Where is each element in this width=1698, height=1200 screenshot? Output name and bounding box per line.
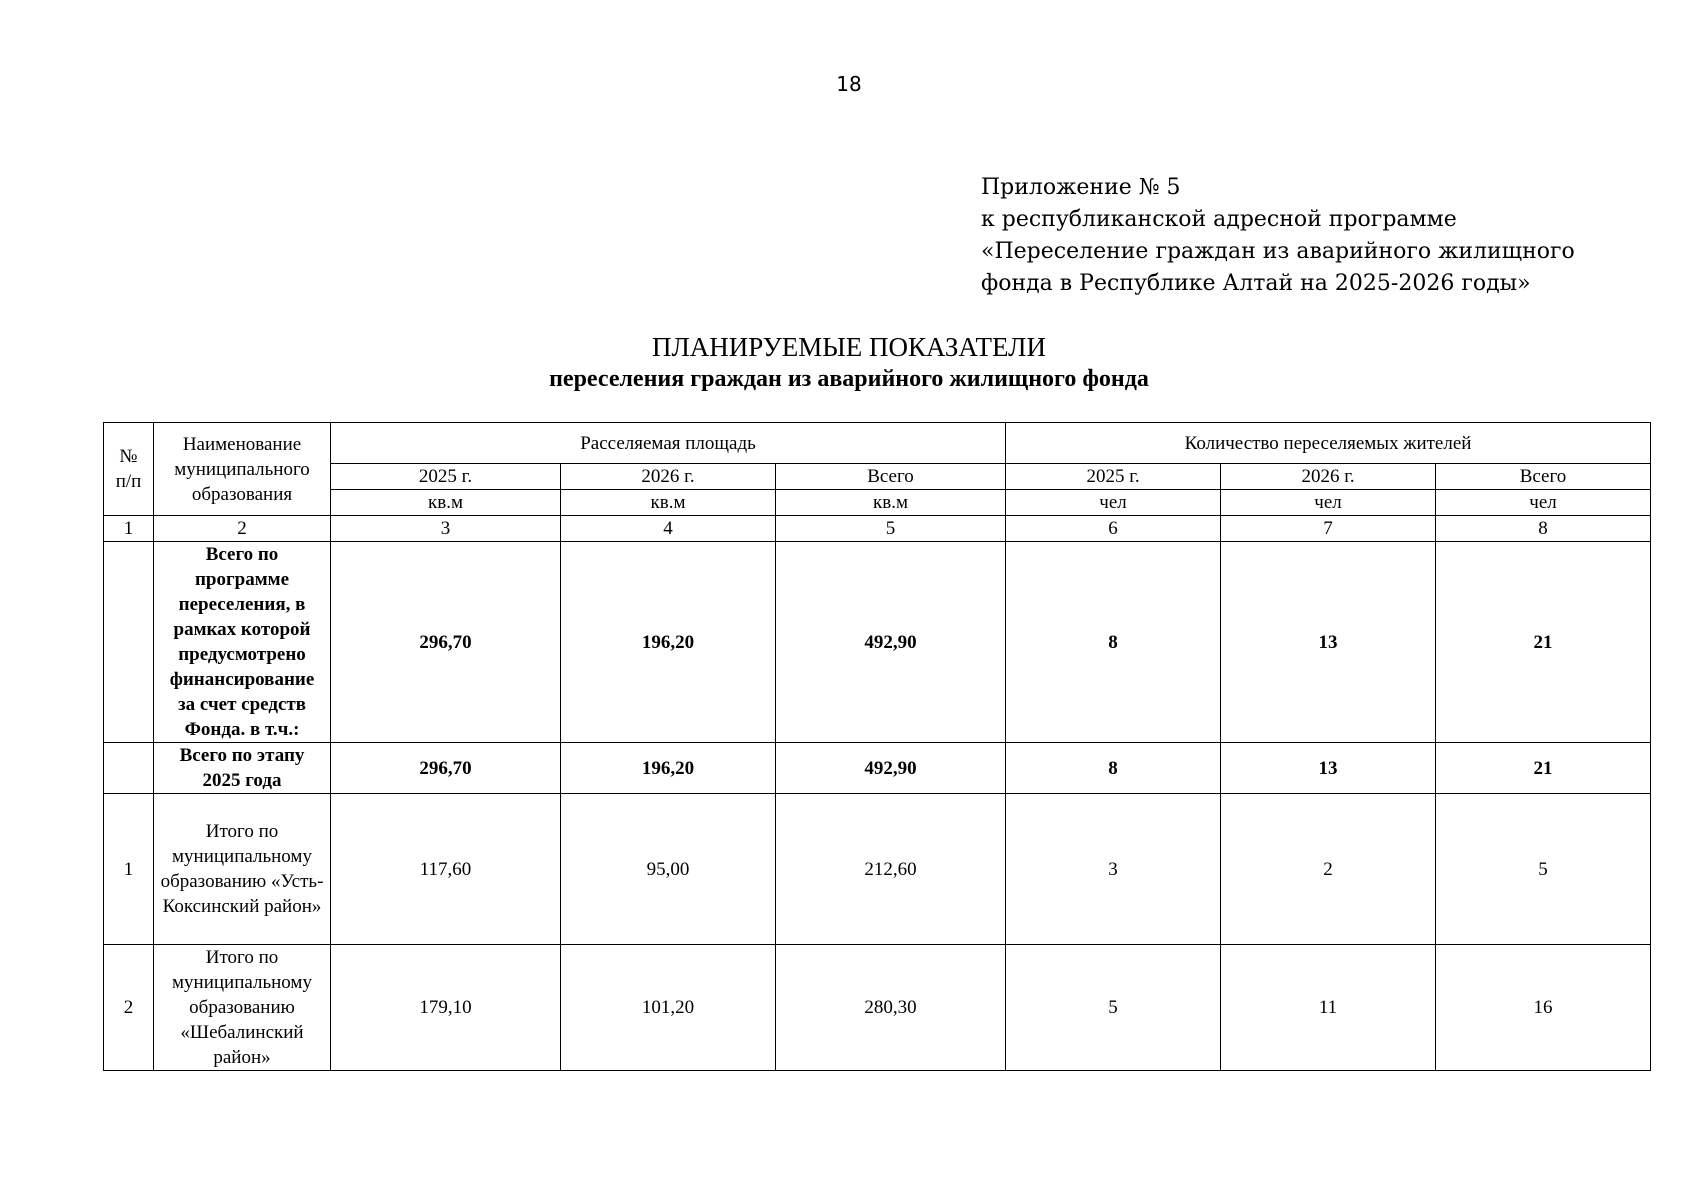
header-residents-group: Количество переселяемых жителей — [1006, 423, 1651, 464]
row-residents-total: 21 — [1436, 743, 1651, 794]
row-residents-2025: 8 — [1006, 743, 1221, 794]
row-residents-total: 16 — [1436, 945, 1651, 1071]
row-residents-2025: 5 — [1006, 945, 1221, 1071]
page-number: 18 — [836, 72, 862, 96]
document-heading — [0, 330, 1698, 394]
header-residents-total: Всего — [1436, 464, 1651, 490]
row-name: Итого по муниципальному образованию «Усть-Коксинский район» — [154, 794, 331, 945]
row-name: Всего по этапу 2025 года — [154, 743, 331, 794]
row-residents-2026: 13 — [1221, 542, 1436, 743]
header-no: № п/п — [104, 423, 154, 516]
row-area-2025: 296,70 — [331, 542, 561, 743]
row-residents-2026: 11 — [1221, 945, 1436, 1071]
row-area-2025: 179,10 — [331, 945, 561, 1071]
row-area-2025: 296,70 — [331, 743, 561, 794]
unit-area-2025: кв.м — [331, 490, 561, 516]
row-name: Итого по муниципальному образованию «Шебалинский район» — [154, 945, 331, 1071]
table-row-stage-total — [104, 743, 1651, 794]
unit-residents-2026: чел — [1221, 490, 1436, 516]
header-row-years — [104, 464, 1651, 490]
row-no — [104, 542, 154, 743]
row-area-total: 492,90 — [776, 542, 1006, 743]
unit-residents-total: чел — [1436, 490, 1651, 516]
col-number: 6 — [1006, 516, 1221, 542]
page-subtitle: переселения граждан из аварийного жилищного фонда — [549, 366, 1149, 392]
appendix-line-3: «Переселение граждан из аварийного жилищного — [981, 239, 1575, 264]
row-area-total: 280,30 — [776, 945, 1006, 1071]
column-numbers-row — [104, 516, 1651, 542]
row-residents-total: 21 — [1436, 542, 1651, 743]
appendix-line-4: фонда в Республике Алтай на 2025-2026 годы» — [981, 271, 1531, 296]
header-residents-2025: 2025 г. — [1006, 464, 1221, 490]
header-area-total: Всего — [776, 464, 1006, 490]
header-area-2025: 2025 г. — [331, 464, 561, 490]
appendix-line-1: Приложение № 5 — [981, 175, 1181, 200]
unit-area-2026: кв.м — [561, 490, 776, 516]
col-number: 5 — [776, 516, 1006, 542]
row-no: 1 — [104, 794, 154, 945]
row-residents-2025: 3 — [1006, 794, 1221, 945]
row-area-2026: 196,20 — [561, 542, 776, 743]
table-row-program-total — [104, 542, 1651, 743]
col-number: 3 — [331, 516, 561, 542]
row-area-2025: 117,60 — [331, 794, 561, 945]
row-area-total: 212,60 — [776, 794, 1006, 945]
row-area-2026: 101,20 — [561, 945, 776, 1071]
row-residents-2026: 2 — [1221, 794, 1436, 945]
row-no — [104, 743, 154, 794]
row-area-total: 492,90 — [776, 743, 1006, 794]
header-row-groups — [104, 423, 1651, 464]
header-area-group: Расселяемая площадь — [331, 423, 1006, 464]
row-residents-2025: 8 — [1006, 542, 1221, 743]
col-number: 1 — [104, 516, 154, 542]
col-number: 4 — [561, 516, 776, 542]
col-number: 2 — [154, 516, 331, 542]
header-name: Наименование муниципального образования — [154, 423, 331, 516]
row-area-2026: 95,00 — [561, 794, 776, 945]
header-residents-2026: 2026 г. — [1221, 464, 1436, 490]
appendix-note — [981, 172, 1575, 300]
header-area-2026: 2026 г. — [561, 464, 776, 490]
header-row-units — [104, 490, 1651, 516]
row-residents-total: 5 — [1436, 794, 1651, 945]
table-row — [104, 945, 1651, 1071]
unit-residents-2025: чел — [1006, 490, 1221, 516]
row-area-2026: 196,20 — [561, 743, 776, 794]
page-title: ПЛАНИРУЕМЫЕ ПОКАЗАТЕЛИ — [652, 332, 1046, 362]
indicators-table — [103, 422, 1651, 1071]
unit-area-total: кв.м — [776, 490, 1006, 516]
col-number: 7 — [1221, 516, 1436, 542]
row-no: 2 — [104, 945, 154, 1071]
appendix-line-2: к республиканской адресной программе — [981, 207, 1457, 232]
col-number: 8 — [1436, 516, 1651, 542]
table-row — [104, 794, 1651, 945]
row-name: Всего по программе переселения, в рамках которой предусмотрено финансирование за счет средств Фонда. в т.ч.: — [154, 542, 331, 743]
row-residents-2026: 13 — [1221, 743, 1436, 794]
